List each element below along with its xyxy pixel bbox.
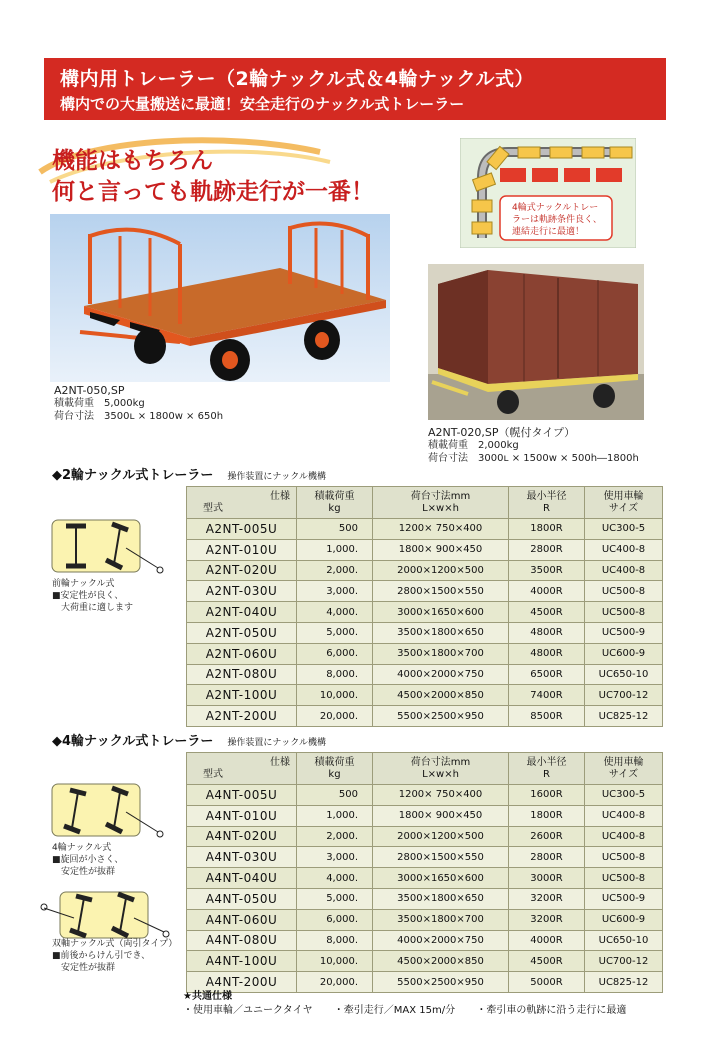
table-row: A4NT-080U 8,000. 4000×2000×750 4000R UC650-10 [187,930,663,951]
table-row: A4NT-060U 6,000. 3500×1800×700 3200R UC600-9 [187,909,663,930]
dual-axle-knuckle-diagram [40,888,170,944]
table-row: A2NT-030U 3,000. 2800×1500×550 4000R UC500-8 [187,581,663,602]
table-row: A2NT-040U 4,000. 3000×1650×600 4500R UC500-8 [187,602,663,623]
covered-trailer-photo [428,264,644,420]
table-row: A4NT-100U 10,000. 4500×2000×850 4500R UC700-12 [187,951,663,972]
page-title: 構内用トレーラー（2輪ナックル式＆4輪ナックル式） [60,68,535,90]
section-2wheel-title: ◆2輪ナックル式トレーラー 操作装置にナックル機構 [52,468,326,483]
photo1-caption: A2NT-050,SP 積載荷重 5,000kg 荷台寸法 3500ʟ × 1800ᴡ × 650h [54,384,224,422]
common-specs [183,990,644,1018]
header-size: 荷台寸法mm L×w×h [373,487,509,519]
common-spec-speed: ・牽引走行／MAX 15m/分 [333,1005,456,1016]
header-load: 積載荷重 kg [297,753,373,785]
front-knuckle-diagram [50,518,170,576]
front-knuckle-label: 前輪ナックル式 ■安定性が良く、 大荷重に適します [52,579,134,613]
table-row: A4NT-040U 4,000. 3000×1650×600 3000R UC500-8 [187,868,663,889]
header-size: 荷台寸法mm L×w×h [373,753,509,785]
four-wheel-knuckle-label: 4輪ナックル式 ■旋回が小さく、 安定性が抜群 [52,843,124,877]
inset-caption: 4輪式ナックルトレー ラーは軌跡条件良く、 連結走行に最適！ [512,203,602,237]
common-spec-wheel: ・使用車輪／ユニークタイヤ [183,1005,313,1016]
table-row: A4NT-030U 3,000. 2800×1500×550 2800R UC500-8 [187,847,663,868]
table-row: A2NT-050U 5,000. 3500×1800×650 4800R UC500-9 [187,622,663,643]
header-banner [44,58,666,120]
section-4wheel-title: ◆4輪ナックル式トレーラー 操作装置にナックル機構 [52,734,326,749]
four-wheel-knuckle-diagram [50,782,170,840]
header-corner: 仕様 型式 [187,753,297,785]
header-radius: 最小半径 R [509,487,585,519]
common-specs-title: ★共通仕様 [183,991,232,1002]
table-4wheel [186,752,663,993]
page-subtitle: 構内での大量搬送に最適！安全走行のナックル式トレーラー [60,95,465,113]
table-2wheel [186,486,663,727]
table-row: A2NT-080U 8,000. 4000×2000×750 6500R UC650-10 [187,664,663,685]
photo2-model: A2NT-020,SP（幌付タイプ） [428,426,576,439]
table-row: A2NT-020U 2,000. 2000×1200×500 3500R UC400-8 [187,560,663,581]
photo1-model: A2NT-050,SP [54,384,125,397]
flatbed-trailer-photo [50,214,390,382]
header-radius: 最小半径 R [509,753,585,785]
table-row: A4NT-020U 2,000. 2000×1200×500 2600R UC400-8 [187,826,663,847]
slogan-line-1: 機能はもちろん [52,148,213,174]
table-row: A2NT-005U 500 1200× 750×400 1800R UC300-5 [187,519,663,540]
table-row: A4NT-005U 500 1200× 750×400 1600R UC300-5 [187,785,663,806]
table-header-row [187,753,663,785]
common-spec-tracking: ・牽引車の軌跡に沿う走行に最適 [476,1005,627,1016]
header-corner: 仕様 型式 [187,487,297,519]
header-wheel: 使用車輪 サイズ [585,487,663,519]
table-row: A2NT-200U 20,000. 5500×2500×950 8500R UC825-12 [187,706,663,727]
header-wheel: 使用車輪 サイズ [585,753,663,785]
table-row: A4NT-200U 20,000. 5500×2500×950 5000R UC825-12 [187,972,663,993]
dual-axle-knuckle-label: 双軸ナックル式（両引タイプ） ■前後からけん引でき、 安定性が抜群 [52,939,178,973]
photo2-caption: A2NT-020,SP（幌付タイプ） 積載荷重 2,000kg 荷台寸法 3000ʟ × 1500ᴡ × 500h―1800h [428,426,639,464]
table-row: A2NT-060U 6,000. 3500×1800×700 4800R UC600-9 [187,643,663,664]
table-row: A4NT-050U 5,000. 3500×1800×650 3200R UC500-9 [187,888,663,909]
table-row: A2NT-010U 1,000. 1800× 900×450 2800R UC400-8 [187,539,663,560]
slogan-line-2: 何と言っても軌跡走行が一番！ [52,179,374,205]
table-row: A4NT-010U 1,000. 1800× 900×450 1800R UC400-8 [187,805,663,826]
header-load: 積載荷重 kg [297,487,373,519]
table-row: A2NT-100U 10,000. 4500×2000×850 7400R UC700-12 [187,685,663,706]
table-header-row [187,487,663,519]
